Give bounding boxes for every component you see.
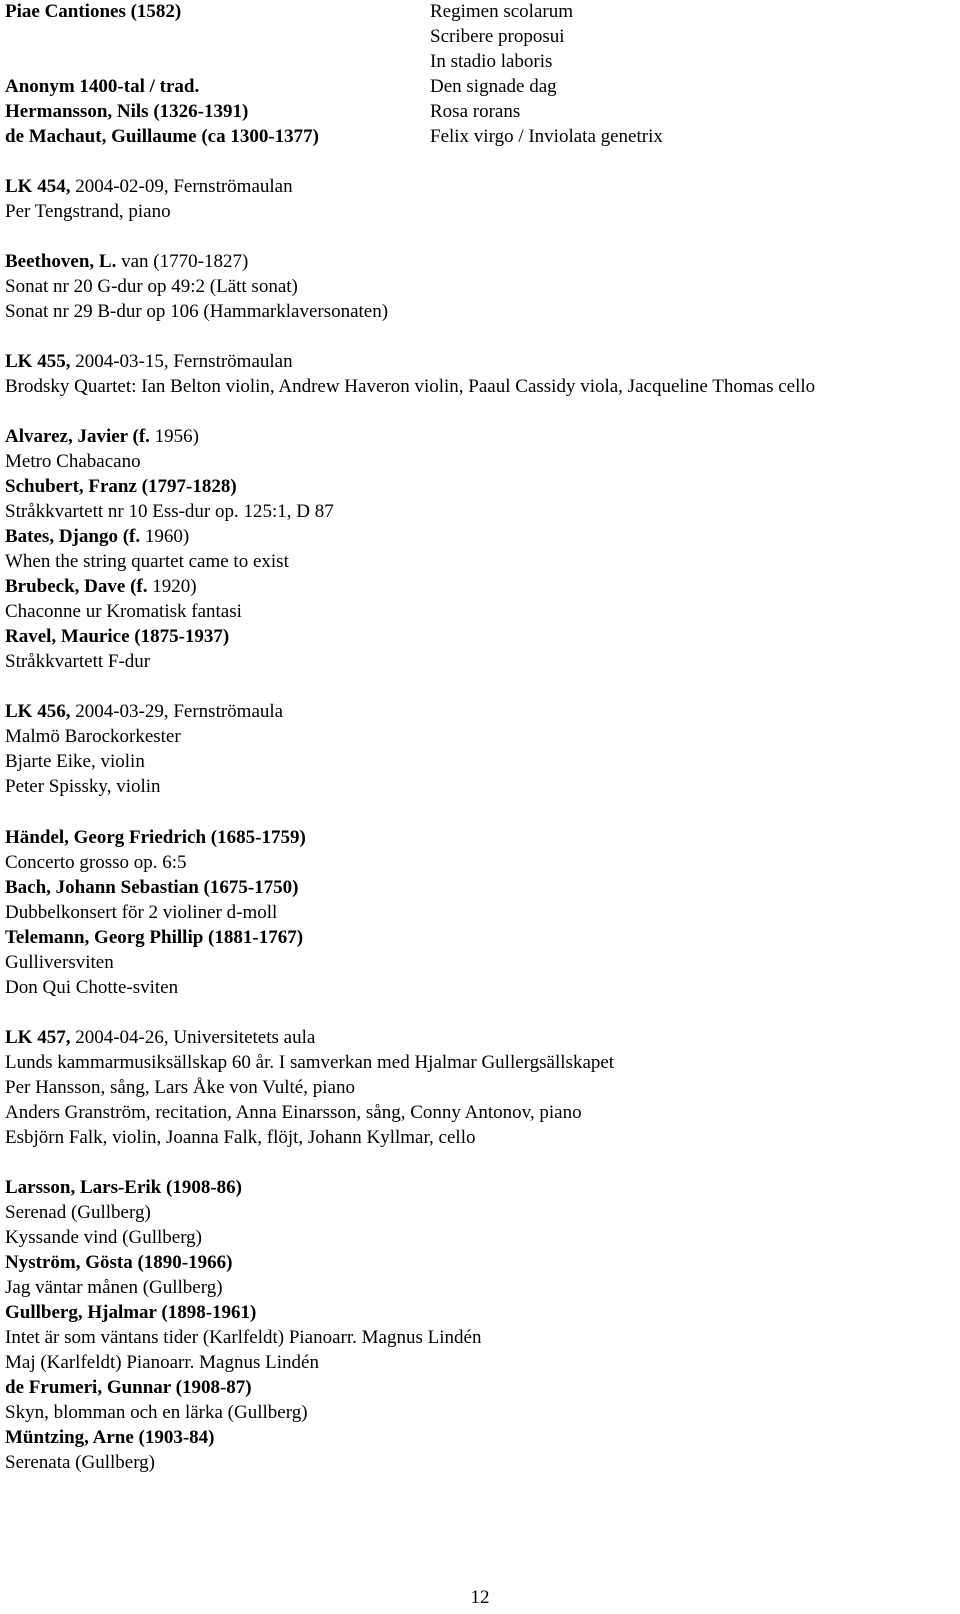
work-title: Kyssande vind (Gullberg) bbox=[5, 1227, 203, 1248]
composer-line: Schubert, Franz (1797-1828) bbox=[5, 476, 237, 497]
work-title: Metro Chabacano bbox=[5, 451, 141, 472]
work-title: Skyn, blomman och en lärka (Gullberg) bbox=[5, 1402, 308, 1423]
work-title: In stadio laboris bbox=[430, 51, 553, 72]
composer-line: Anonym 1400-tal / trad. bbox=[5, 76, 200, 97]
composer-line: Ravel, Maurice (1875-1937) bbox=[5, 626, 230, 647]
performer-line: Brodsky Quartet: Ian Belton violin, Andrew Haveron violin, Paaul Cassidy viola, Jacqueline Thomas cello bbox=[5, 376, 816, 397]
work-title: Serenad (Gullberg) bbox=[5, 1202, 151, 1223]
composer-line: Bach, Johann Sebastian (1675-1750) bbox=[5, 877, 299, 898]
concert-heading: LK 454, 2004-02-09, Fernströmaulan bbox=[5, 176, 293, 197]
performer-line: Esbjörn Falk, violin, Joanna Falk, flöjt, Johann Kyllmar, cello bbox=[5, 1127, 476, 1148]
composer-line: Gullberg, Hjalmar (1898-1961) bbox=[5, 1302, 257, 1323]
composer-line: Alvarez, Javier (f. 1956) bbox=[5, 426, 199, 447]
work-title: Regimen scolarum bbox=[430, 1, 573, 22]
performer-line: Malmö Barockorkester bbox=[5, 726, 181, 747]
work-title: Intet är som väntans tider (Karlfeldt) Pianoarr. Magnus Lindén bbox=[5, 1327, 482, 1348]
work-title: Stråkkvartett F-dur bbox=[5, 651, 151, 672]
performer-line: Per Hansson, sång, Lars Åke von Vulté, piano bbox=[5, 1077, 355, 1098]
performer-line: Lunds kammarmusiksällskap 60 år. I samverkan med Hjalmar Gullergsällskapet bbox=[5, 1052, 615, 1073]
composer-line: Larsson, Lars-Erik (1908-86) bbox=[5, 1177, 242, 1198]
composer-line: Müntzing, Arne (1903-84) bbox=[5, 1427, 215, 1448]
work-title: Stråkkvartett nr 10 Ess-dur op. 125:1, D 87 bbox=[5, 501, 334, 522]
performer-line: Per Tengstrand, piano bbox=[5, 201, 171, 222]
work-title: When the string quartet came to exist bbox=[5, 551, 289, 572]
work-title: Felix virgo / Inviolata genetrix bbox=[430, 126, 663, 147]
composer-line: Beethoven, L. van (1770-1827) bbox=[5, 251, 249, 272]
work-title: Don Qui Chotte-sviten bbox=[5, 977, 179, 998]
work-title: Den signade dag bbox=[430, 76, 557, 97]
work-title: Sonat nr 20 G-dur op 49:2 (Lätt sonat) bbox=[5, 276, 298, 297]
composer-line: de Machaut, Guillaume (ca 1300-1377) bbox=[5, 126, 320, 147]
composer-line: Telemann, Georg Phillip (1881-1767) bbox=[5, 927, 304, 948]
composer-line: Nyström, Gösta (1890-1966) bbox=[5, 1252, 233, 1273]
concert-heading: LK 456, 2004-03-29, Fernströmaula bbox=[5, 701, 284, 722]
composer-line: Hermansson, Nils (1326-1391) bbox=[5, 101, 249, 122]
composer-line: de Frumeri, Gunnar (1908-87) bbox=[5, 1377, 252, 1398]
composer-line: Piae Cantiones (1582) bbox=[5, 1, 182, 22]
work-title: Dubbelkonsert för 2 violiner d-moll bbox=[5, 902, 278, 923]
work-title: Jag väntar månen (Gullberg) bbox=[5, 1277, 223, 1298]
performer-line: Peter Spissky, violin bbox=[5, 776, 161, 797]
composer-line: Händel, Georg Friedrich (1685-1759) bbox=[5, 827, 306, 848]
performer-line: Anders Granström, recitation, Anna Einarsson, sång, Conny Antonov, piano bbox=[5, 1102, 582, 1123]
work-title: Scribere proposui bbox=[430, 26, 565, 47]
work-title: Gulliversviten bbox=[5, 952, 114, 973]
concert-heading: LK 457, 2004-04-26, Universitetets aula bbox=[5, 1027, 316, 1048]
work-title: Sonat nr 29 B-dur op 106 (Hammarklaversonaten) bbox=[5, 301, 389, 322]
work-title: Serenata (Gullberg) bbox=[5, 1452, 156, 1473]
composer-line: Brubeck, Dave (f. 1920) bbox=[5, 576, 197, 597]
page-number: 12 bbox=[470, 1587, 490, 1608]
work-title: Rosa rorans bbox=[430, 101, 521, 122]
concert-heading: LK 455, 2004-03-15, Fernströmaulan bbox=[5, 351, 293, 372]
work-title: Chaconne ur Kromatisk fantasi bbox=[5, 601, 242, 622]
composer-line: Bates, Django (f. 1960) bbox=[5, 526, 190, 547]
work-title: Concerto grosso op. 6:5 bbox=[5, 852, 187, 873]
work-title: Maj (Karlfeldt) Pianoarr. Magnus Lindén bbox=[5, 1352, 319, 1373]
performer-line: Bjarte Eike, violin bbox=[5, 751, 145, 772]
